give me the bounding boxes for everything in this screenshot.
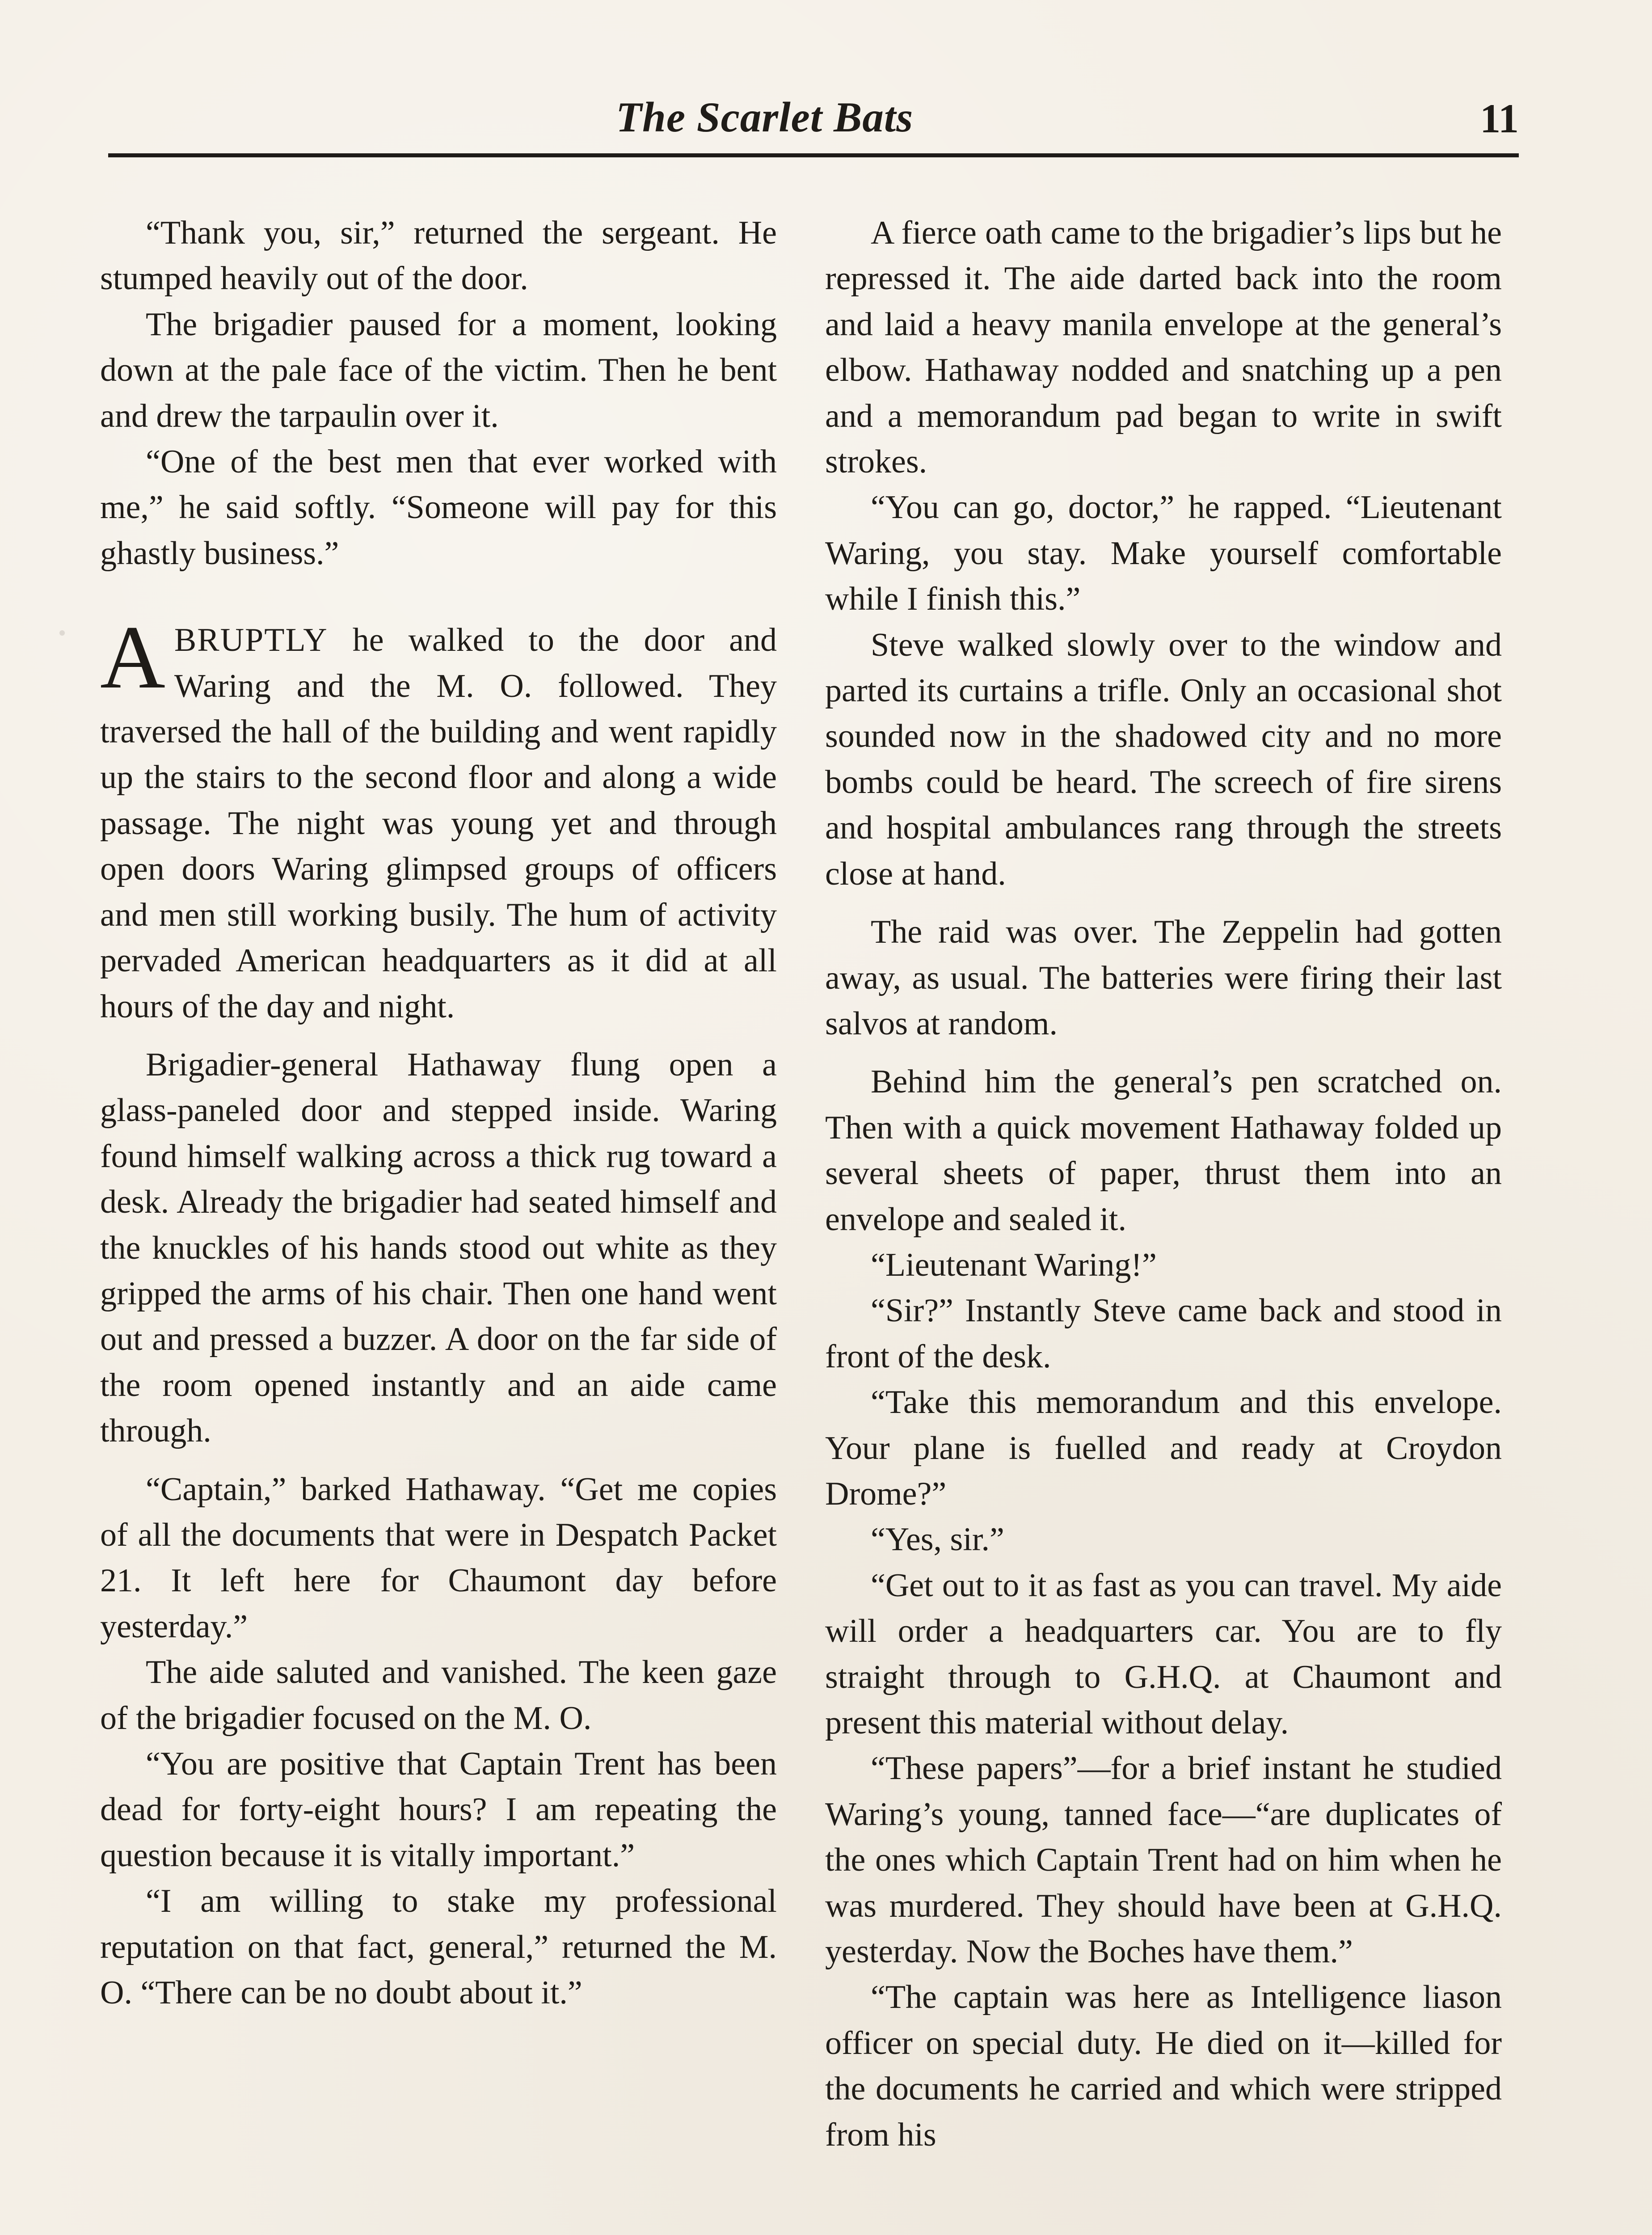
paragraph: “Sir?” Instantly Steve came back and stood in front of the desk.: [825, 1292, 1502, 1375]
paragraph: “You are positive that Captain Trent has been dead for forty-eight hours? I am repeating the question because it is vitally important.”: [100, 1746, 777, 1874]
opening-word-rest: BRUPTLY: [174, 622, 328, 659]
paragraph: The brigadier paused for a moment, looking down at the pale face of the victim. Then he bent and drew the tarpaulin over it.: [100, 306, 777, 434]
dropcap-paragraph: [100, 607, 777, 1029]
paragraph: The aide saluted and vanished. The keen gaze of the brigadier focused on the M. O.: [100, 1654, 777, 1737]
paragraph: “The captain was here as Intelligence liason officer on special duty. He died on it—killed for the documents he carried and which were stripped from his: [825, 1979, 1502, 2153]
paragraph: Behind him the general’s pen scratched on. Then with a quick movement Hathaway folded up several sheets of paper, thrust them into an envelope and sealed it.: [825, 1063, 1502, 1238]
paragraph: “Lieutenant Waring!”: [871, 1246, 1157, 1283]
running-title: The Scarlet Bats: [616, 93, 914, 141]
left-column: [100, 210, 777, 2016]
page-header: [108, 93, 1519, 154]
paragraph-text: he walked to the door and Waring and the M. O. followed. They traversed the hall of the building and went rapidly up the stairs to the second floor and along a wide passage. The night was young yet and through open doors Waring glimpsed groups of officers and men still working busily. The hum of activity pervaded American headquarters as it did at all hours of the day and night.: [100, 622, 777, 1025]
drop-cap-letter: A: [100, 607, 165, 708]
paragraph: A fierce oath came to the brigadier’s lips but he repressed it. The aide darted back into the room and laid a heavy manila envelope at the general’s elbow. Hathaway nodded and snatching up a pen and a memorandum pad began to write in swift strokes.: [825, 215, 1502, 481]
paragraph: “Captain,” barked Hathaway. “Get me copies of all the documents that were in Despatch Packet 21. It left here for Chaumont day before yesterday.”: [100, 1471, 777, 1645]
paragraph: “Take this memorandum and this envelope. Your plane is fuelled and ready at Croydon Drome?”: [825, 1384, 1502, 1512]
paragraph: “Yes, sir.”: [871, 1521, 1004, 1558]
header-rule: [108, 153, 1519, 157]
paragraph: “Thank you, sir,” returned the sergeant. He stumped heavily out of the door.: [100, 215, 777, 297]
paragraph: “One of the best men that ever worked with me,” he said softly. “Someone will pay for this ghastly business.”: [100, 443, 777, 572]
page-number: 11: [1480, 96, 1519, 141]
paragraph: The raid was over. The Zeppelin had gotten away, as usual. The batteries were firing their last salvos at random.: [825, 914, 1502, 1042]
paragraph: Steve walked slowly over to the window and parted its curtains a trifle. Only an occasional shot sounded now in the shadowed city and no more bombs could be heard. The screech of fire sirens and hospital ambulances rang through the streets close at hand.: [825, 626, 1502, 892]
page-dot: [59, 630, 65, 636]
paragraph: “Get out to it as fast as you can travel. My aide will order a headquarters car. You are to fly straight through to G.H.Q. at Chaumont and present this material without delay.: [825, 1567, 1502, 1741]
right-column: [825, 210, 1502, 2158]
paragraph: “I am willing to stake my professional reputation on that fact, general,” returned the M. O. “There can be no doubt about it.”: [100, 1883, 777, 2012]
paragraph: “These papers”—for a brief instant he studied Waring’s young, tanned face—“are duplicates of the ones which Captain Trent had on him when he was murdered. They should have been at G.H.Q. yesterday. Now the Boches have them.”: [825, 1750, 1502, 1970]
paragraph: Brigadier-general Hathaway flung open a glass-paneled door and stepped inside. Waring found himself walking across a thick rug toward a desk. Already the brigadier had seated himself and the knuckles of his hands stood out white as they gripped the arms of his chair. Then one hand went out and pressed a buzzer. A door on the far side of the room opened instantly and an aide came through.: [100, 1046, 777, 1450]
paragraph: “You can go, doctor,” he rapped. “Lieutenant Waring, you stay. Make yourself comfortable while I finish this.”: [825, 489, 1502, 618]
